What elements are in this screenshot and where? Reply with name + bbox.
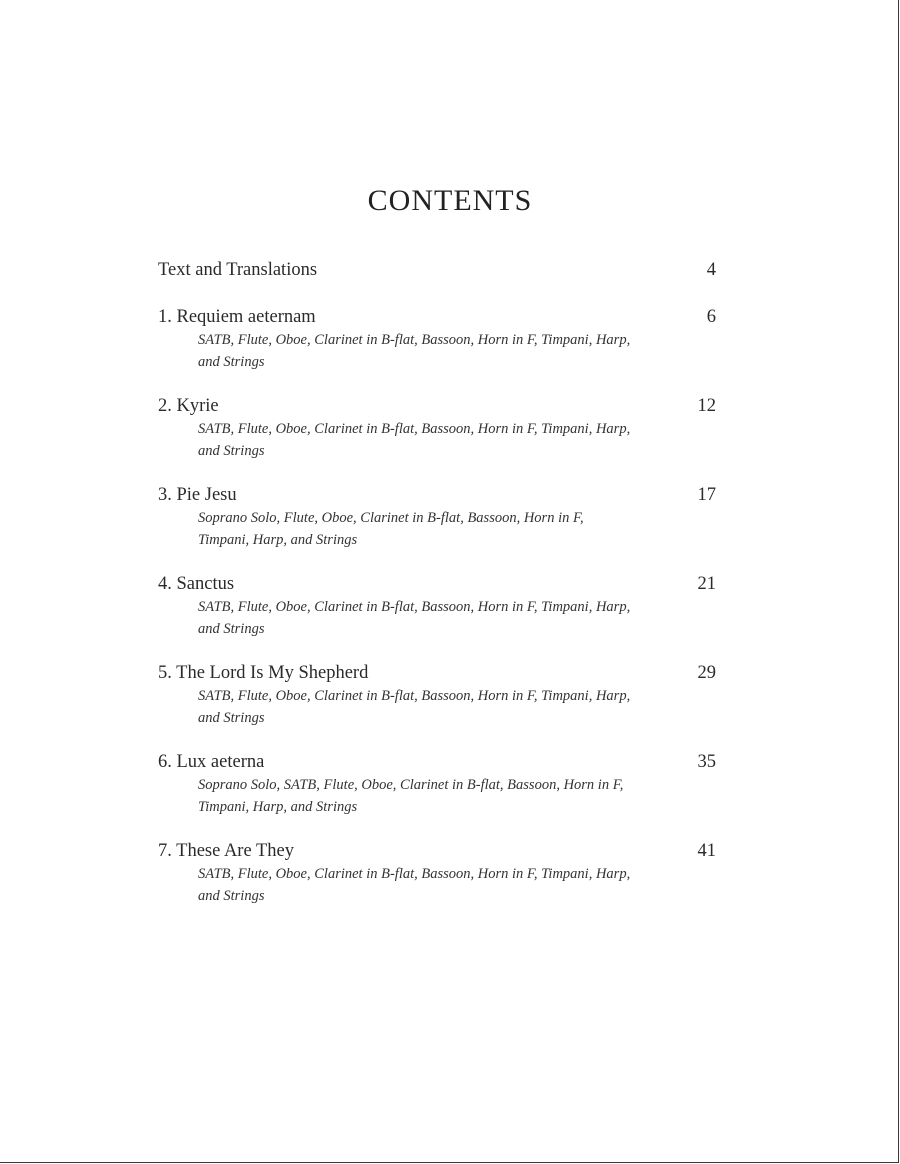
toc-entry-6 <box>158 750 718 839</box>
toc-entry-title: 1. Requiem aeternam <box>158 307 316 327</box>
toc-entry-7 <box>158 839 718 928</box>
toc-entry-scoring: SATB, Flute, Oboe, Clarinet in B-flat, Bassoon, Horn in F, Timpani, Harp, and Strings <box>198 866 631 904</box>
toc-entry-3 <box>158 483 718 572</box>
toc-entry-page-number: 4 <box>706 260 716 280</box>
toc-entry-scoring: SATB, Flute, Oboe, Clarinet in B-flat, Bassoon, Horn in F, Timpani, Harp, and Strings <box>198 599 631 637</box>
toc-entry-page-number: 12 <box>697 396 716 416</box>
toc-entry-page-number: 21 <box>697 574 716 594</box>
toc-entry-title: 5. The Lord Is My Shepherd <box>158 663 369 683</box>
toc-entry-scoring: Soprano Solo, Flute, Oboe, Clarinet in B-flat, Bassoon, Horn in F, Timpani, Harp, and Strings <box>198 510 584 548</box>
page-title: CONTENTS <box>367 184 533 217</box>
table-of-contents <box>158 258 718 928</box>
toc-entry-title: 2. Kyrie <box>158 396 219 416</box>
toc-entry-title: 3. Pie Jesu <box>158 485 237 505</box>
toc-entry-1 <box>158 305 718 394</box>
toc-entry-5 <box>158 661 718 750</box>
toc-entry-scoring: Soprano Solo, SATB, Flute, Oboe, Clarinet in B-flat, Bassoon, Horn in F, Timpani, Harp, and Strings <box>198 777 624 815</box>
toc-entry-page-number: 35 <box>697 752 716 772</box>
toc-entry-text-and-translations <box>158 258 718 305</box>
toc-entry-2 <box>158 394 718 483</box>
toc-entry-scoring: SATB, Flute, Oboe, Clarinet in B-flat, Bassoon, Horn in F, Timpani, Harp, and Strings <box>198 421 631 459</box>
toc-entry-page-number: 41 <box>697 841 716 861</box>
toc-entry-title: 4. Sanctus <box>158 574 235 594</box>
toc-entry-page-number: 6 <box>706 307 716 327</box>
toc-entry-page-number: 17 <box>697 485 716 505</box>
toc-entry-scoring: SATB, Flute, Oboe, Clarinet in B-flat, Bassoon, Horn in F, Timpani, Harp, and Strings <box>198 688 631 726</box>
toc-entry-title: Text and Translations <box>158 260 318 280</box>
toc-entry-page-number: 29 <box>697 663 716 683</box>
toc-entry-scoring: SATB, Flute, Oboe, Clarinet in B-flat, Bassoon, Horn in F, Timpani, Harp, and Strings <box>198 332 631 370</box>
toc-entry-4 <box>158 572 718 661</box>
toc-entry-title: 6. Lux aeterna <box>158 752 265 772</box>
toc-entry-title: 7. These Are They <box>158 841 294 861</box>
